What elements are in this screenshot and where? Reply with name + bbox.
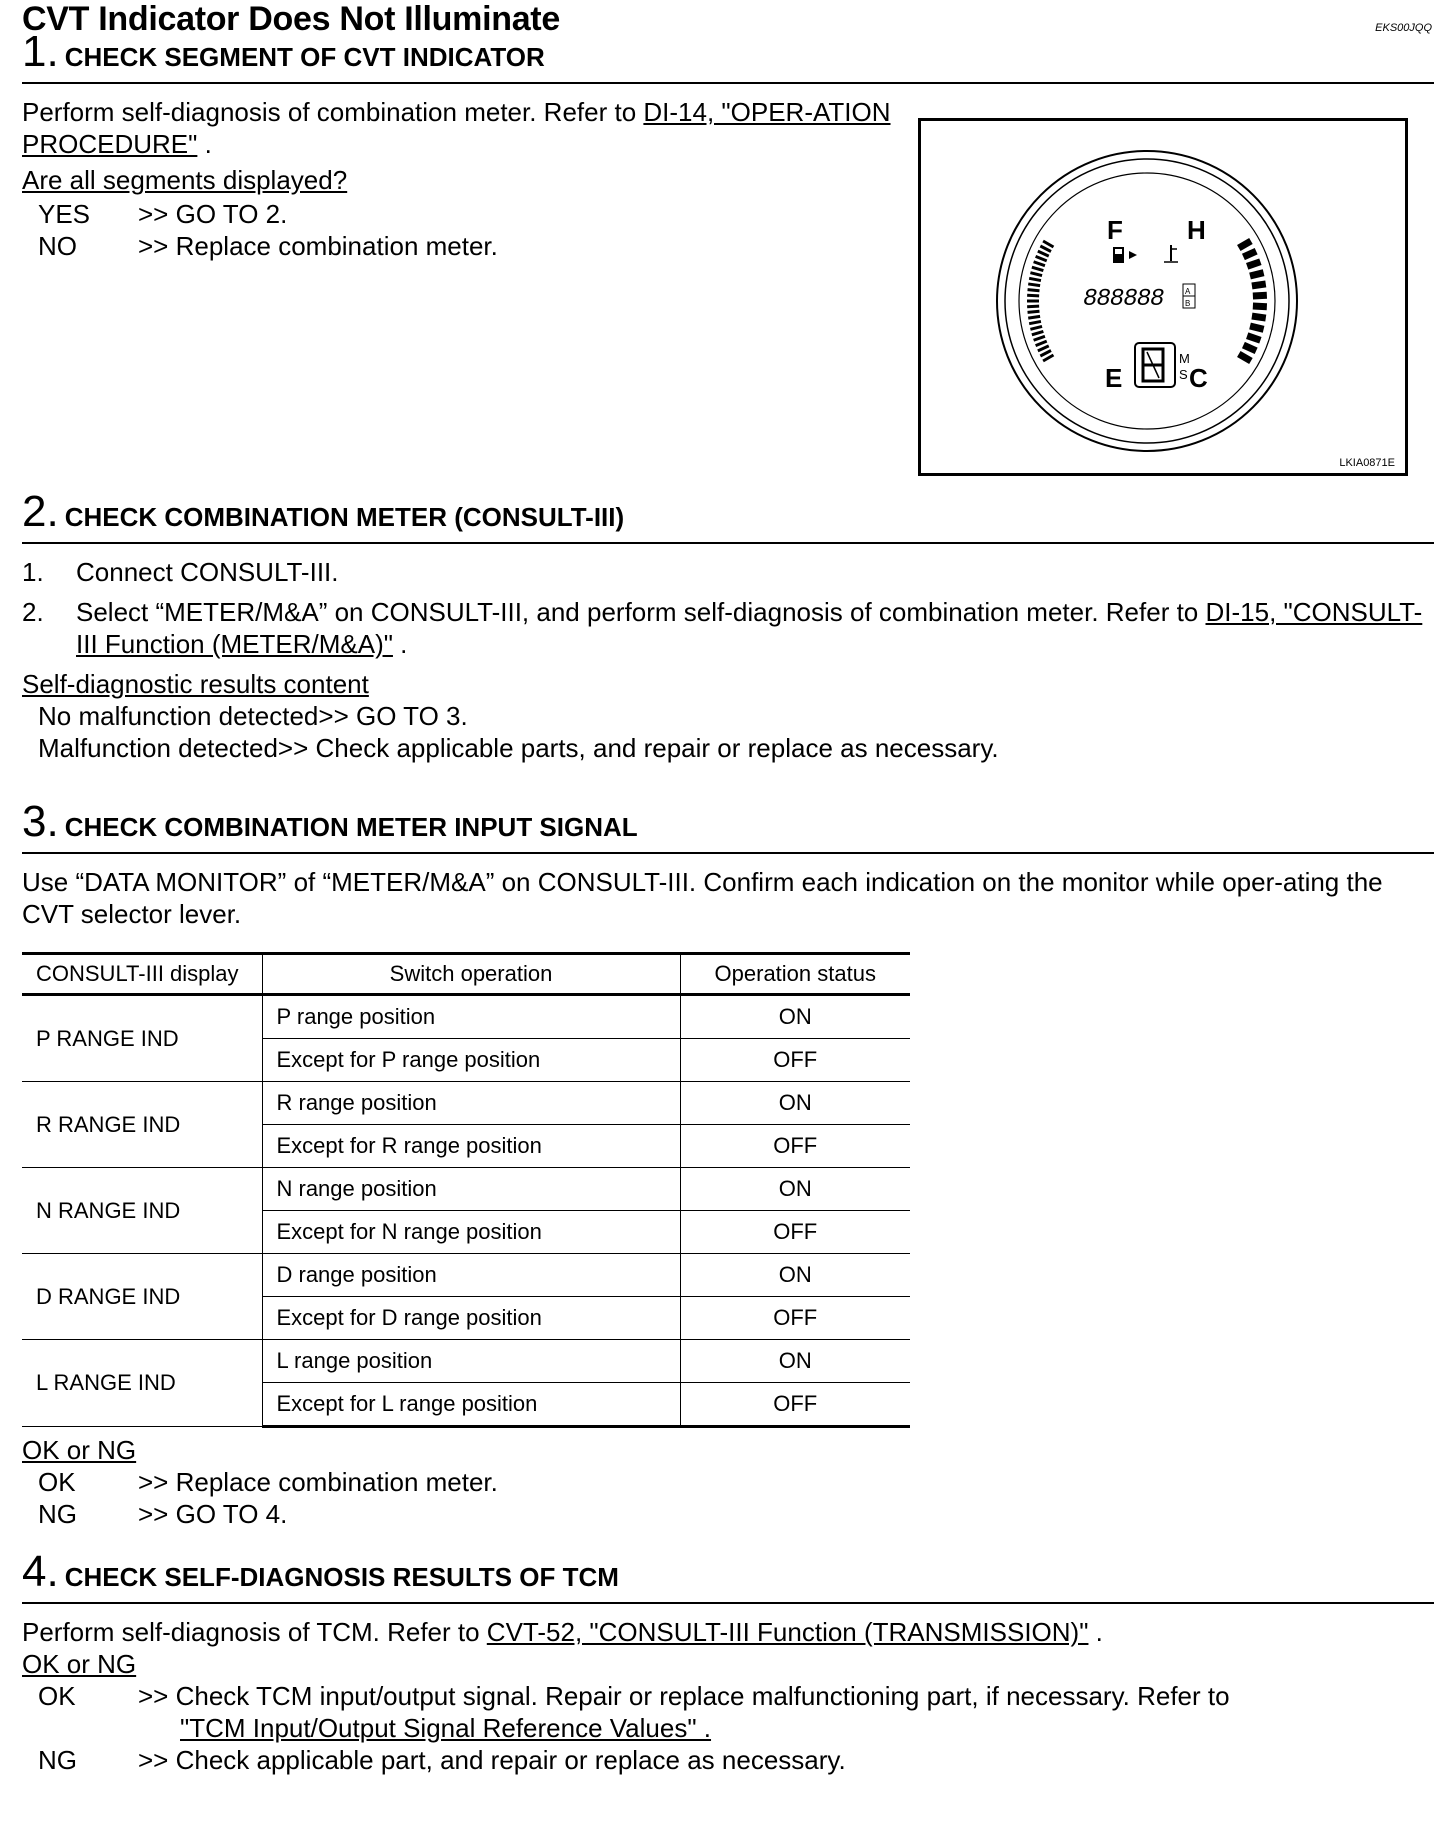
operation-status-cell: ON bbox=[680, 995, 910, 1039]
step-4 bbox=[22, 1547, 1434, 1776]
display-cell: N RANGE IND bbox=[22, 1168, 262, 1254]
step-title: CHECK SEGMENT OF CVT INDICATOR bbox=[64, 42, 545, 72]
step-number: 3. bbox=[22, 797, 59, 846]
operation-status-cell: ON bbox=[680, 1168, 910, 1211]
answer-key: NG bbox=[38, 1499, 77, 1529]
instruction-tail: . bbox=[1088, 1617, 1103, 1647]
result-line: Malfunction detected>> Check applicable parts, and repair or replace as necessary. bbox=[38, 733, 999, 763]
result-line: No malfunction detected>> GO TO 3. bbox=[38, 701, 468, 731]
ok-ng-label: OK or NG bbox=[22, 1435, 137, 1465]
step-4-instruction bbox=[22, 1616, 1434, 1648]
trip-a-label: A bbox=[1185, 287, 1191, 296]
column-header: CONSULT-III display bbox=[22, 954, 262, 995]
page-title: CVT Indicator Does Not Illuminate bbox=[22, 0, 560, 38]
step-3 bbox=[22, 797, 1434, 1530]
answer-row bbox=[22, 1744, 1434, 1776]
step-title: CHECK COMBINATION METER INPUT SIGNAL bbox=[64, 812, 638, 842]
reference-link[interactable]: DI-15, "CONSULT-III Function (METER/M&A)" bbox=[76, 597, 1423, 659]
operation-status-cell: OFF bbox=[680, 1125, 910, 1168]
item-text: Connect CONSULT-III. bbox=[76, 557, 339, 587]
item-number: 2. bbox=[22, 597, 44, 627]
operation-status-cell: OFF bbox=[680, 1383, 910, 1427]
step-number: 2. bbox=[22, 487, 59, 536]
operation-status-cell: OFF bbox=[680, 1039, 910, 1082]
answer-key: NO bbox=[38, 231, 77, 261]
operation-status-cell: ON bbox=[680, 1340, 910, 1383]
step-title: CHECK SELF-DIAGNOSIS RESULTS OF TCM bbox=[64, 1562, 619, 1592]
table-row bbox=[22, 1168, 910, 1211]
answer-text: >> Check TCM input/output signal. Repair or replace malfunctioning part, if necessary. Refer to bbox=[138, 1681, 1230, 1711]
combination-meter-figure bbox=[918, 118, 1408, 476]
switch-operation-cell: Except for L range position bbox=[262, 1383, 680, 1427]
step-3-header bbox=[22, 797, 1434, 854]
answer-value: >> Replace combination meter. bbox=[138, 231, 498, 261]
step-2-header bbox=[22, 487, 1434, 544]
item-text bbox=[76, 596, 1434, 660]
table-row bbox=[22, 995, 910, 1039]
answer-row bbox=[22, 198, 902, 230]
reference-link[interactable]: DI-14, "OPER-ATION PROCEDURE" bbox=[22, 97, 891, 159]
combination-meter-illustration bbox=[921, 121, 1405, 473]
procedure-list bbox=[22, 556, 1434, 660]
answer-row bbox=[22, 1498, 1434, 1530]
procedure-item bbox=[22, 556, 1434, 588]
answer-value bbox=[138, 1680, 1434, 1744]
switch-operation-cell: Except for R range position bbox=[262, 1125, 680, 1168]
operation-status-cell: ON bbox=[680, 1254, 910, 1297]
step-title: CHECK COMBINATION METER (CONSULT-III) bbox=[64, 502, 625, 532]
document-code: EKS00JQQ bbox=[1375, 22, 1432, 34]
step-number: 1. bbox=[22, 27, 59, 76]
coolant-temperature-icon bbox=[1164, 245, 1178, 262]
sport-mode-label: S bbox=[1179, 367, 1188, 382]
switch-operation-cell: L range position bbox=[262, 1340, 680, 1383]
answer-row bbox=[22, 1466, 1434, 1498]
column-header: Switch operation bbox=[262, 954, 680, 995]
step-4-header bbox=[22, 1547, 1434, 1604]
answer-value: >> GO TO 4. bbox=[138, 1499, 288, 1529]
switch-operation-cell: Except for N range position bbox=[262, 1211, 680, 1254]
results-label: Self-diagnostic results content bbox=[22, 669, 369, 699]
answer-value: >> Replace combination meter. bbox=[138, 1467, 498, 1497]
temp-hot-label: H bbox=[1187, 215, 1206, 245]
answer-key: OK bbox=[38, 1467, 76, 1497]
fuel-pump-icon bbox=[1113, 247, 1137, 263]
step-2 bbox=[22, 487, 1434, 764]
table-header-row bbox=[22, 954, 910, 995]
step-3-instruction: Use “DATA MONITOR” of “METER/M&A” on CONSULT-III. Confirm each indication on the monitor while oper-ating the CVT selector lever. bbox=[22, 867, 1383, 929]
manual-mode-label: M bbox=[1179, 351, 1190, 366]
trip-b-label: B bbox=[1185, 299, 1191, 308]
reference-link[interactable]: "TCM Input/Output Signal Reference Values" . bbox=[180, 1713, 712, 1743]
operation-status-cell: OFF bbox=[680, 1211, 910, 1254]
question-label: Are all segments displayed? bbox=[22, 165, 348, 195]
answer-key: OK bbox=[38, 1681, 76, 1711]
column-header: Operation status bbox=[680, 954, 910, 995]
ok-ng-label: OK or NG bbox=[22, 1649, 137, 1679]
odometer-display: 888888 bbox=[1083, 286, 1164, 313]
instruction-tail: . bbox=[197, 129, 212, 159]
table-row bbox=[22, 1340, 910, 1383]
switch-operation-cell: N range position bbox=[262, 1168, 680, 1211]
display-cell: D RANGE IND bbox=[22, 1254, 262, 1340]
switch-operation-cell: R range position bbox=[262, 1082, 680, 1125]
display-cell: P RANGE IND bbox=[22, 995, 262, 1082]
display-cell: R RANGE IND bbox=[22, 1082, 262, 1168]
display-cell: L RANGE IND bbox=[22, 1340, 262, 1427]
procedure-item bbox=[22, 596, 1434, 660]
answer-value: >> GO TO 2. bbox=[138, 199, 288, 229]
answer-row bbox=[22, 230, 902, 262]
figure-id: LKIA0871E bbox=[1339, 457, 1395, 469]
operation-status-cell: OFF bbox=[680, 1297, 910, 1340]
answer-key: YES bbox=[38, 199, 91, 229]
table-row bbox=[22, 1082, 910, 1125]
answer-value: >> Check applicable part, and repair or replace as necessary. bbox=[138, 1745, 846, 1775]
step-number: 4. bbox=[22, 1547, 59, 1596]
item-tail: . bbox=[392, 629, 408, 659]
instruction-text: Perform self-diagnosis of combination meter. Refer to bbox=[22, 97, 644, 127]
switch-operation-cell: P range position bbox=[262, 995, 680, 1039]
cvt-gear-indicator bbox=[1135, 343, 1175, 387]
consult-data-table bbox=[22, 952, 910, 1428]
switch-operation-cell: Except for D range position bbox=[262, 1297, 680, 1340]
instruction-text: Perform self-diagnosis of TCM. Refer to bbox=[22, 1617, 487, 1647]
item-number: 1. bbox=[22, 557, 44, 587]
fuel-full-label: F bbox=[1107, 215, 1123, 245]
temp-cold-label: C bbox=[1189, 363, 1208, 393]
answer-list bbox=[22, 198, 902, 262]
fuel-empty-label: E bbox=[1105, 363, 1123, 393]
answer-row bbox=[22, 1680, 1434, 1744]
switch-operation-cell: D range position bbox=[262, 1254, 680, 1297]
reference-link[interactable]: CVT-52, "CONSULT-III Function (TRANSMISSION)" bbox=[486, 1617, 1089, 1647]
answer-key: NG bbox=[38, 1745, 77, 1775]
operation-status-cell: ON bbox=[680, 1082, 910, 1125]
table-row bbox=[22, 1254, 910, 1297]
item-text-body: Select “METER/M&A” on CONSULT-III, and perform self-diagnosis of combination meter. Refer to bbox=[76, 597, 1206, 627]
switch-operation-cell: Except for P range position bbox=[262, 1039, 680, 1082]
step-1-instruction bbox=[22, 96, 902, 160]
